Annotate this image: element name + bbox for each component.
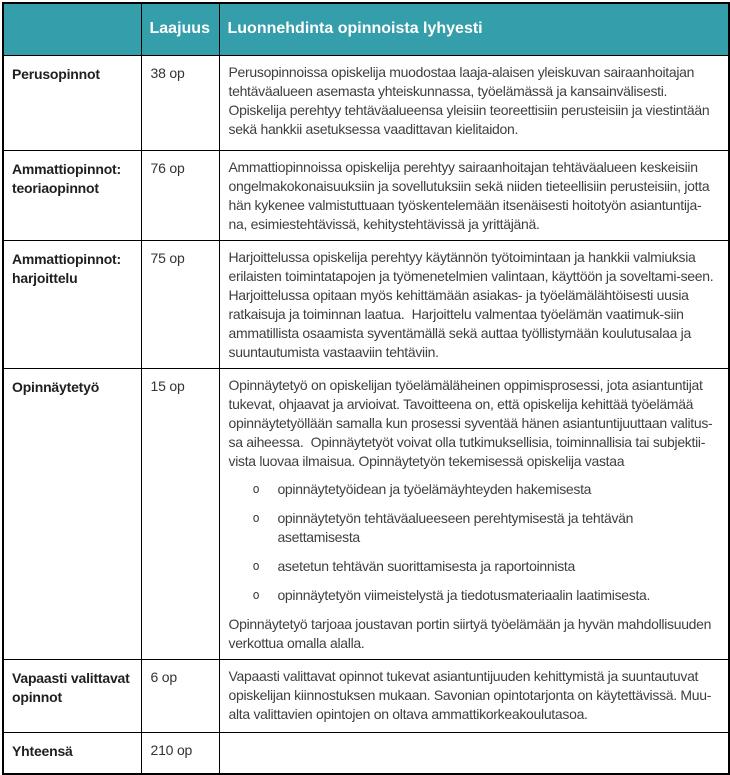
table-row-vapaasti-valittavat: [3, 659, 729, 732]
description-text: Vapaasti valittavat opinnot tukevat asiantuntijuuden kehittymistä ja suuntautuvat opiskelijan kiinnostuksen mukaan. Savonian opintotarjonta on käytettävissä. Muu-alta valittavien opintojen on oltava ammattikorkeakoulutasoa.: [228, 667, 712, 722]
description-text: Harjoittelussa opiskelija perehtyy käytännön työtoimintaan ja hankkii valmiuksia erilaisten toimintatapojen ja työmenetelmien valintaan, käyttöön ja soveltami-seen. Harjoittelussa opitaan myös kehittämään asiakas- ja työelämälähtöisesti uusia ratkaisuja ja toiminnan laatua. Harjoittelu valmentaa työelämän vaatimuk-siin ammatillista osaamista syventämällä sekä auttaa työllistymään koulutusalaa ja suuntautumista vastaaviin tehtäviin.: [228, 248, 721, 360]
bullet-marker: o: [252, 558, 260, 573]
module-name-cell: Perusopinnot: [3, 55, 141, 150]
module-name-cell: Yhteensä: [3, 732, 141, 774]
table-row-yhteensa: [3, 732, 729, 774]
table-header: [3, 3, 729, 55]
bullet-marker: o: [252, 510, 260, 525]
bullet-list: [229, 480, 720, 605]
header-cell-luonnehdinta: Luonnehdinta opinnoista lyhyesti: [219, 3, 729, 55]
table-body: [3, 55, 729, 774]
description-cell: [219, 150, 729, 240]
description-text: Ammattiopinnoissa opiskelija perehtyy sairaanhoitajan tehtäväalueen keskeisiin ongelmakokonaisuuksiin ja sovellutuksiin sekä niiden tieteellisiin perusteisiin, jotta hän kykenee valmistuttuaan työskentelemään itsenäisesti hoitotyön asiantuntija-na, esimiestehtävissä, kehitystehtävissä ja yrittäjänä.: [228, 158, 713, 232]
bullet-marker: o: [252, 481, 260, 496]
credits-cell: 76 op: [141, 150, 219, 240]
header-cell-empty: [3, 3, 141, 55]
header-cell-laajuus: Laajuus: [141, 3, 219, 55]
description-outro: Opinnäytetyö tarjoaa joustavan portin siirtyä työelämään ja hyvän mahdollisuuden verkottua omalla alalla.: [228, 615, 715, 651]
bullet-text: opinnäytetyön viimeistelystä ja tiedotusmateriaalin laatimisesta.: [277, 586, 651, 603]
list-item: [253, 509, 720, 547]
bullet-text: opinnäytetyön tehtäväalueeseen perehtymisestä ja tehtävän asettamisesta: [277, 509, 637, 545]
list-item: [253, 586, 720, 605]
bullet-marker: o: [252, 587, 260, 602]
description-cell: [219, 368, 729, 659]
table-row-opinnaytetyo: [3, 368, 729, 659]
description-cell: [219, 659, 729, 732]
credits-cell: 6 op: [141, 659, 219, 732]
table-row-ammattiopinnot-teoria: [3, 150, 729, 240]
description-cell: [219, 732, 729, 774]
description-text: Perusopinnoissa opiskelija muodostaa laaja-alaisen yleiskuvan sairaanhoitajan tehtäväalueen asemasta yhteiskunnassa, työelämässä ja kansainvälisesti. Opiskelija perehtyy tehtäväalueensa yleisiin teoreettisiin perusteisiin ja viestintään sekä hankkii asetuksessa vaadittavan kielitaidon.: [228, 63, 713, 137]
credits-cell: 15 op: [141, 368, 219, 659]
credits-cell: 38 op: [141, 55, 219, 150]
bullet-text: asetetun tehtävän suorittamisesta ja raportoinnista: [277, 557, 575, 574]
curriculum-table: [2, 2, 730, 775]
list-item: [253, 557, 720, 576]
table-row-perusopinnot: [3, 55, 729, 150]
list-item: [253, 480, 720, 499]
credits-cell: 75 op: [141, 240, 219, 368]
module-name-cell: Vapaasti valittavat opinnot: [3, 659, 141, 732]
module-name-cell: Ammattiopinnot: harjoittelu: [3, 240, 141, 368]
bullet-text: opinnäytetyöidean ja työelämäyhteyden hakemisesta: [277, 480, 592, 497]
description-cell: [219, 240, 729, 368]
table-row-ammattiopinnot-harjoittelu: [3, 240, 729, 368]
module-name-cell: Opinnäytetyö: [3, 368, 141, 659]
description-intro: Opinnäytetyö on opiskelijan työelämäläheinen oppimisprosessi, jota asiantuntijat tukevat, ohjaavat ja arvioivat. Tavoitteena on, että opiskelija kehittää työelämää opinnäytetyöllään samalla kun prosessi syventää hänen asiantuntijuuttaan valitus-sa aiheessa. Opinnäytetyöt voivat olla tutkimuksellisia, toiminnallisia tai subjektii-vista luovaa ilmaisua. Opinnäytetyön tekemisessä opiskelija vastaa: [228, 376, 713, 469]
credits-cell: 210 op: [141, 732, 219, 774]
description-cell: [219, 55, 729, 150]
header-row: [3, 3, 729, 55]
module-name-cell: Ammattiopinnot: teoriaopinnot: [3, 150, 141, 240]
